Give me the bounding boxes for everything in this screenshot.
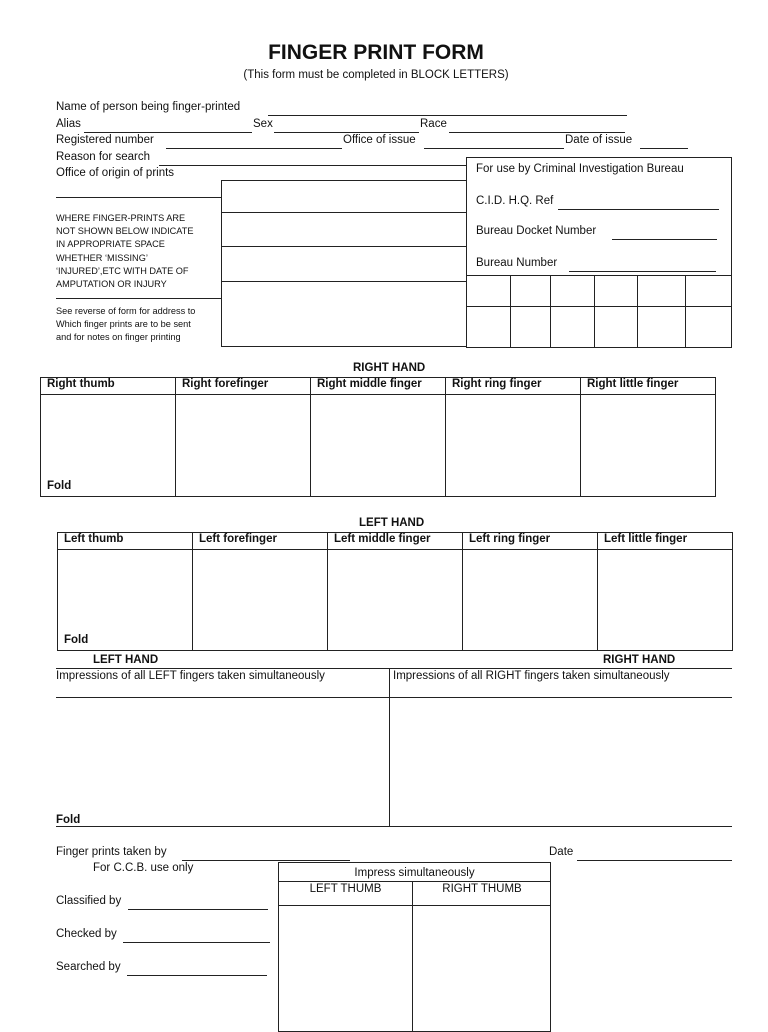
missing-note: WHERE FINGER-PRINTS ARE NOT SHOWN BELOW INDICATE IN APPROPRIATE SPACE WHETHER ‘MISSING’ ‘INJURED’,ETC WITH DATE OF AMPUTATION OR INJURY: [56, 213, 194, 290]
right-simultaneous-area[interactable]: [390, 698, 732, 826]
reason-line[interactable]: [159, 165, 467, 166]
searched-by-label: Searched by: [56, 961, 121, 973]
left-little-header: Left little finger: [598, 533, 733, 550]
impress-label: Impress simultaneously: [354, 867, 475, 879]
note-divider: [56, 298, 221, 299]
left-thumb-print[interactable]: [279, 906, 412, 1024]
ccb-use-label: For C.C.B. use only: [93, 862, 194, 874]
impress-header-line: [278, 881, 551, 882]
cib-grid-top: [466, 275, 732, 276]
alias-line[interactable]: [84, 132, 252, 133]
alias-label: Alias: [56, 118, 81, 130]
left-thumb-label: LEFT THUMB: [309, 883, 382, 895]
office-of-issue-line[interactable]: [424, 148, 564, 149]
cib-grid-mid: [466, 306, 732, 307]
right-little-print[interactable]: [581, 395, 716, 497]
reason-label: Reason for search: [56, 151, 150, 163]
checked-by-label: Checked by: [56, 928, 117, 940]
left-ring-header: Left ring finger: [463, 533, 598, 550]
simultaneous-right-label: RIGHT HAND: [603, 654, 676, 666]
name-line[interactable]: [268, 115, 627, 116]
cid-ref-label: C.I.D. H.Q. Ref: [476, 195, 554, 207]
right-ring-header: Right ring finger: [446, 378, 581, 395]
race-label: Race: [420, 118, 447, 130]
race-line[interactable]: [449, 132, 625, 133]
taken-by-line[interactable]: [182, 860, 350, 861]
right-simultaneous-text: Impressions of all RIGHT fingers taken simultaneously: [393, 670, 670, 682]
right-thumb-header: Right thumb: [41, 378, 176, 395]
office-origin-label: Office of origin of prints: [56, 167, 175, 179]
date-line[interactable]: [577, 860, 732, 861]
reverse-note: See reverse of form for address to Which finger prints are to be sent and for notes on finger printing: [56, 306, 196, 343]
left-simultaneous-text: Impressions of all LEFT fingers taken simultaneously: [56, 670, 325, 682]
sex-line[interactable]: [274, 132, 419, 133]
right-ring-print[interactable]: [446, 395, 581, 497]
cib-grid-col: [550, 275, 551, 348]
left-forefinger-print[interactable]: [193, 550, 328, 651]
date-of-issue-label: Date of issue: [565, 134, 633, 146]
office-origin-line[interactable]: [56, 197, 221, 198]
right-thumb-label: RIGHT THUMB: [442, 883, 522, 895]
docket-label: Bureau Docket Number: [476, 225, 597, 237]
bureau-number-label: Bureau Number: [476, 257, 558, 269]
taken-by-label: Finger prints taken by: [56, 846, 167, 858]
right-forefinger-header: Right forefinger: [176, 378, 311, 395]
origin-box-3[interactable]: [221, 246, 467, 282]
checked-by-line[interactable]: [123, 942, 270, 943]
searched-by-line[interactable]: [127, 975, 267, 976]
left-hand-table: [57, 532, 733, 651]
left-hand-title: LEFT HAND: [359, 517, 425, 529]
name-label: Name of person being finger-printed: [56, 101, 241, 113]
origin-box-1[interactable]: [221, 180, 467, 213]
fold-label: Fold: [47, 480, 72, 492]
right-middle-print[interactable]: [311, 395, 446, 497]
right-thumb-print[interactable]: [413, 906, 550, 1024]
date-of-issue-line[interactable]: [640, 148, 688, 149]
right-thumb-print[interactable]: [41, 395, 176, 497]
registered-number-line[interactable]: [166, 148, 342, 149]
left-forefinger-header: Left forefinger: [193, 533, 328, 550]
date-label: Date: [549, 846, 574, 858]
origin-box-2[interactable]: [221, 212, 467, 247]
fold-label: Fold: [56, 814, 81, 826]
left-middle-print[interactable]: [328, 550, 463, 651]
origin-box-4-line: [266, 281, 467, 282]
right-hand-title: RIGHT HAND: [353, 362, 426, 374]
origin-box-4[interactable]: [221, 281, 467, 347]
cib-panel: [466, 157, 732, 348]
cib-grid-col: [637, 275, 638, 348]
form-title: FINGER PRINT FORM: [268, 41, 484, 64]
right-middle-header: Right middle finger: [311, 378, 446, 395]
simultaneous-bottom-line: [56, 826, 732, 827]
office-of-issue-label: Office of issue: [343, 134, 416, 146]
cib-heading: For use by Criminal Investigation Bureau: [476, 163, 684, 175]
left-simultaneous-area[interactable]: [56, 698, 389, 826]
right-forefinger-print[interactable]: [176, 395, 311, 497]
left-thumb-header: Left thumb: [58, 533, 193, 550]
docket-line[interactable]: [612, 239, 717, 240]
registered-number-label: Registered number: [56, 134, 154, 146]
left-little-print[interactable]: [598, 550, 733, 651]
right-hand-table: [40, 377, 716, 497]
cid-ref-line[interactable]: [558, 209, 719, 210]
left-thumb-print[interactable]: [58, 550, 193, 651]
simultaneous-top-line: [56, 668, 732, 669]
bureau-number-line[interactable]: [569, 271, 716, 272]
classified-by-line[interactable]: [128, 909, 268, 910]
sex-label: Sex: [253, 118, 273, 130]
cib-grid-col: [594, 275, 595, 348]
left-middle-header: Left middle finger: [328, 533, 463, 550]
cib-grid-col: [685, 275, 686, 348]
classified-by-label: Classified by: [56, 895, 122, 907]
right-little-header: Right little finger: [581, 378, 716, 395]
cib-grid-col: [510, 275, 511, 348]
form-subtitle: (This form must be completed in BLOCK LETTERS): [243, 69, 509, 81]
fold-label: Fold: [64, 634, 89, 646]
left-ring-print[interactable]: [463, 550, 598, 651]
simultaneous-left-label: LEFT HAND: [93, 654, 159, 666]
